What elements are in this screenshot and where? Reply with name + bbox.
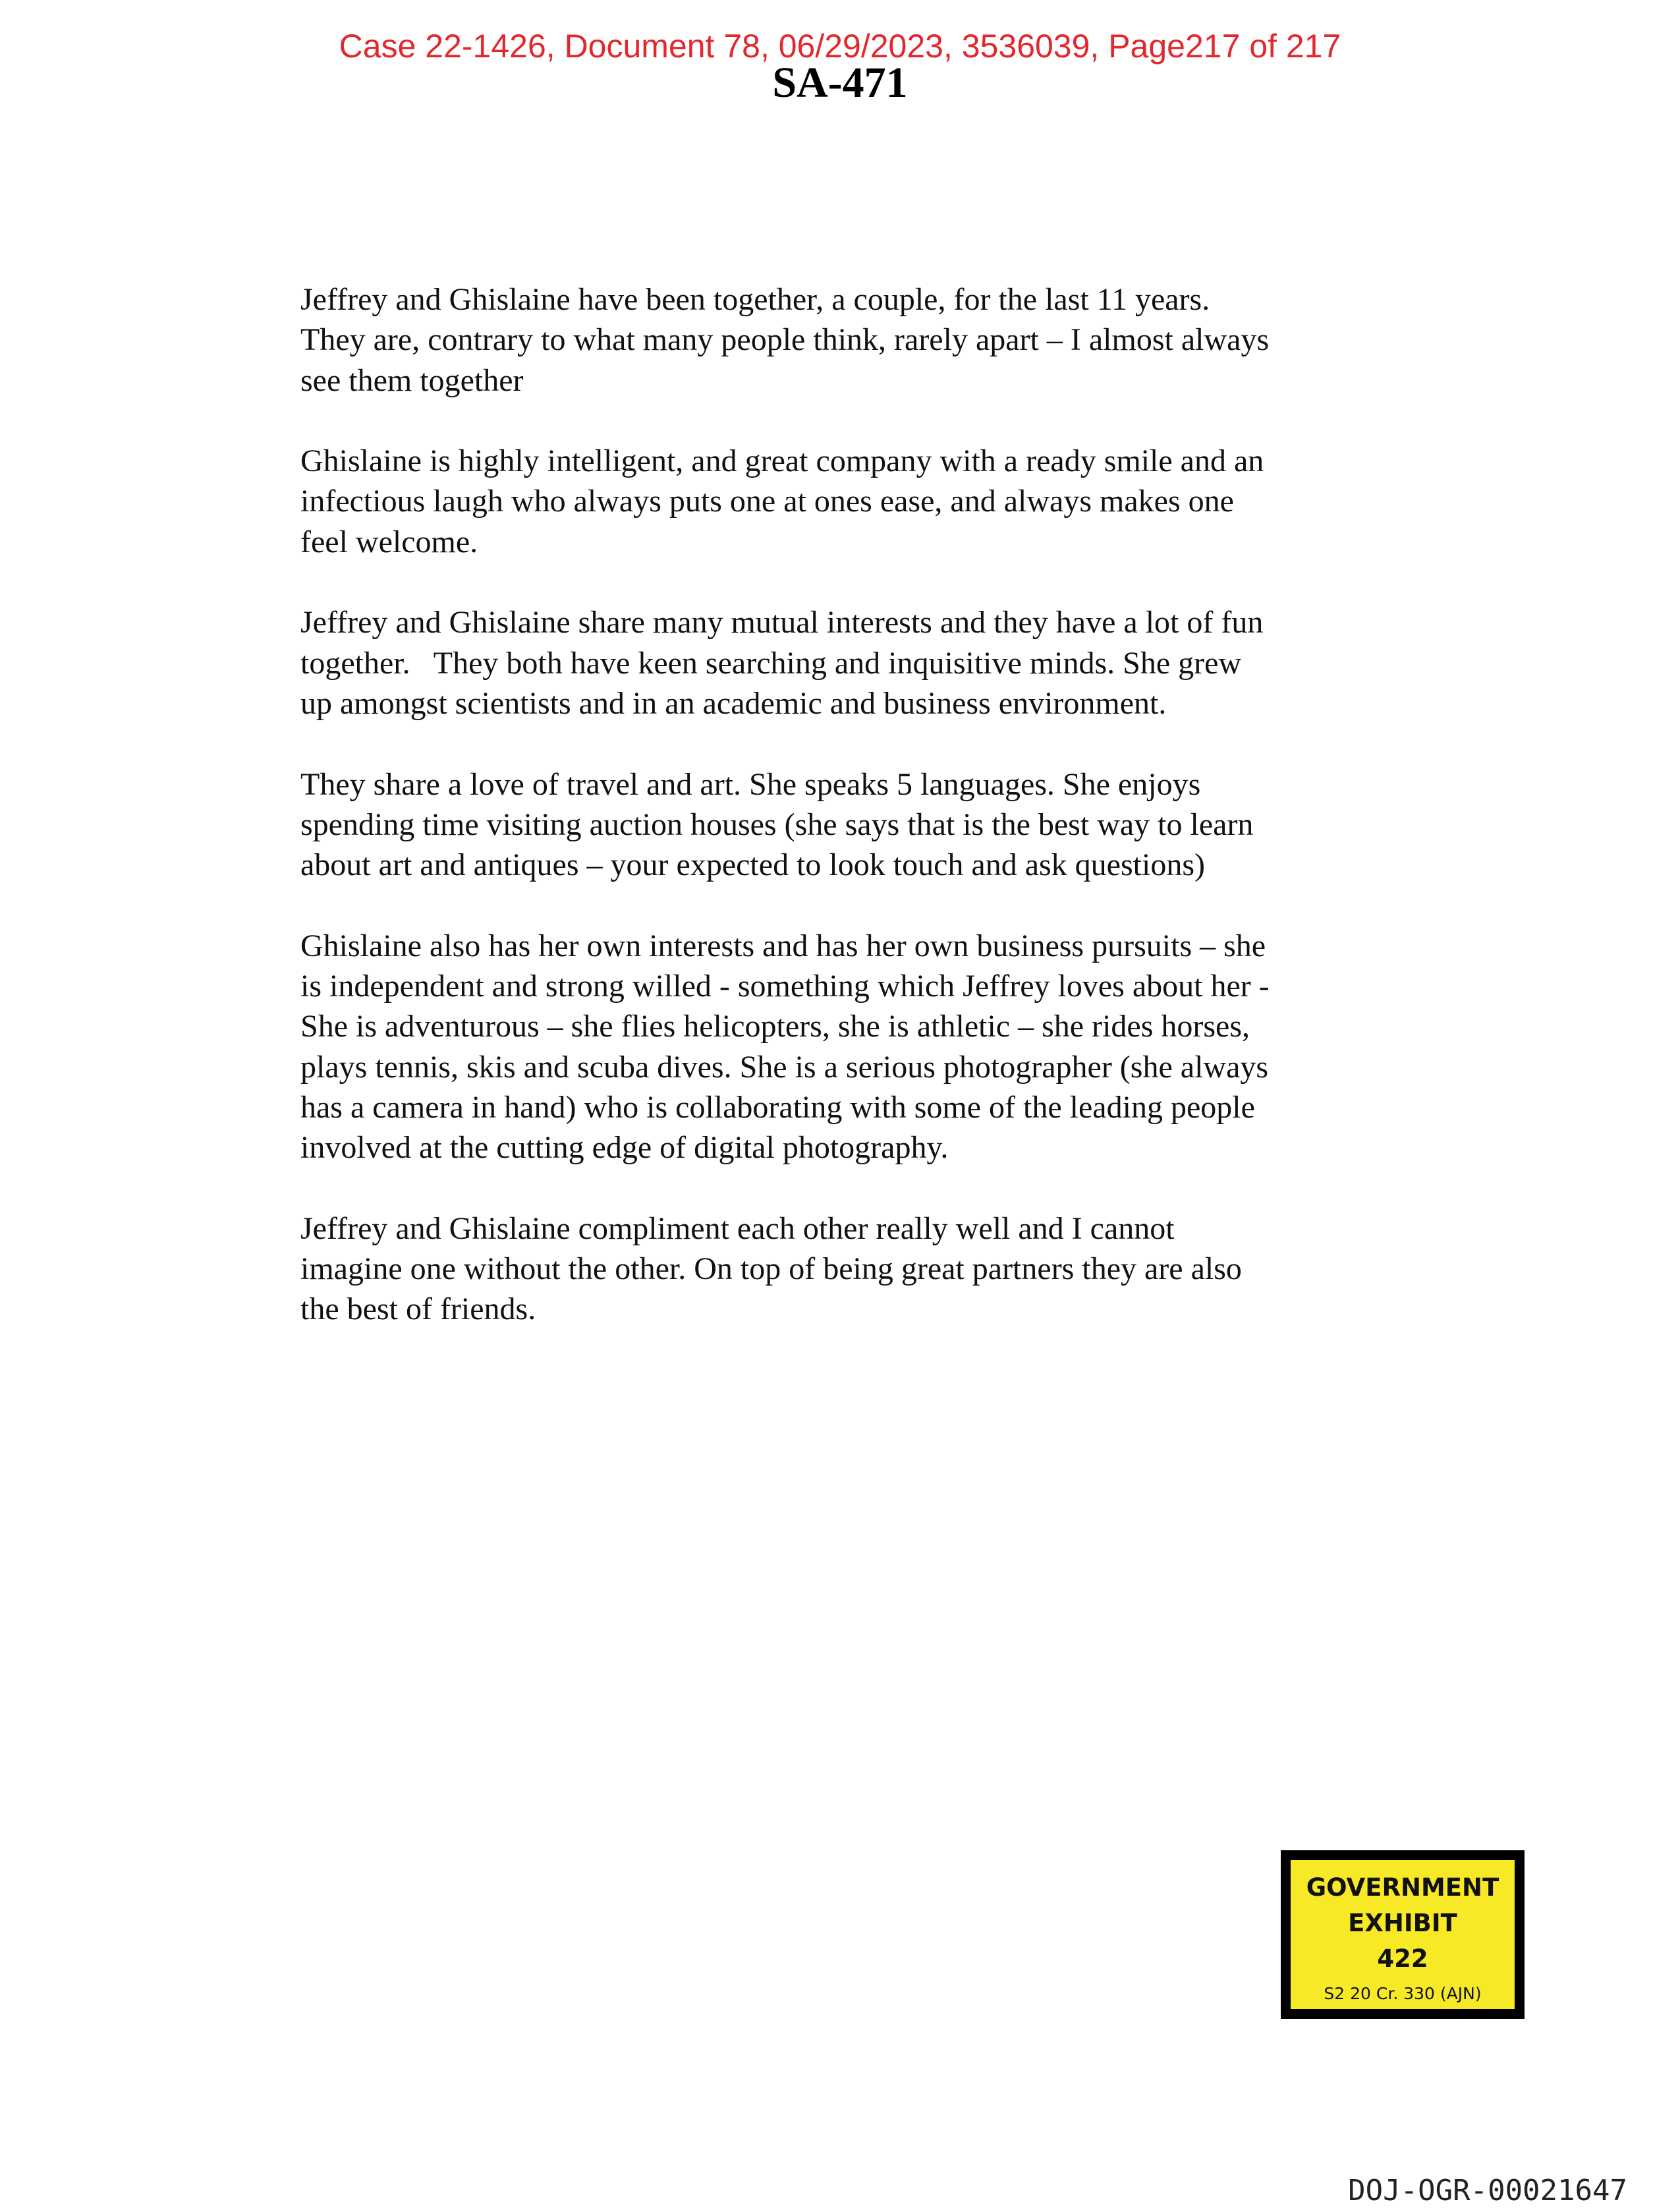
bates-number: DOJ-OGR-00021647 xyxy=(1348,2174,1627,2207)
text-line: Jeffrey and Ghislaine have been together, a couple, for the last 11 years. xyxy=(300,282,1210,317)
text-line: They are, contrary to what many people think, rarely apart – I almost always xyxy=(300,322,1270,358)
text-line: infectious laugh who always puts one at ones ease, and always makes one xyxy=(300,484,1234,519)
government-exhibit-sticker xyxy=(1281,1850,1525,2019)
text-line: She is adventurous – she flies helicopters, she is athletic – she rides horses, xyxy=(300,1009,1250,1044)
text-line: up amongst scientists and in an academic and business environment. xyxy=(300,685,1167,721)
text-line: imagine one without the other. On top of being great partners they are also xyxy=(300,1251,1242,1287)
paragraph-5 xyxy=(300,926,1420,1168)
text-line: Jeffrey and Ghislaine share many mutual interests and they have a lot of fun xyxy=(300,605,1264,640)
page-code: SA-471 xyxy=(772,59,908,107)
text-line: Jeffrey and Ghislaine compliment each other really well and I cannot xyxy=(300,1210,1175,1246)
text-line: spending time visiting auction houses (she says that is the best way to learn xyxy=(300,807,1254,842)
text-line: the best of friends. xyxy=(300,1291,536,1327)
exhibit-line-exhibit: EXHIBIT xyxy=(1348,1909,1457,1937)
text-line: involved at the cutting edge of digital photography. xyxy=(300,1130,949,1166)
text-line: together. They both have keen searching and inquisitive minds. She grew xyxy=(300,645,1242,681)
paragraph-4 xyxy=(300,764,1420,886)
text-line: Ghislaine also has her own interests and has her own business pursuits – she xyxy=(300,928,1266,963)
text-line: feel welcome. xyxy=(300,524,478,559)
exhibit-case-reference: S2 20 Cr. 330 (AJN) xyxy=(1324,1984,1482,2003)
text-line: has a camera in hand) who is collaborating with some of the leading people xyxy=(300,1089,1255,1125)
letter-body xyxy=(300,279,1420,1370)
text-line: Ghislaine is highly intelligent, and great company with a ready smile and an xyxy=(300,443,1264,479)
paragraph-2 xyxy=(300,441,1420,562)
exhibit-line-government: GOVERNMENT xyxy=(1306,1873,1499,1902)
text-line: about art and antiques – your expected to look touch and ask questions) xyxy=(300,847,1205,883)
paragraph-6 xyxy=(300,1208,1420,1330)
exhibit-number: 422 xyxy=(1377,1944,1428,1973)
paragraph-3 xyxy=(300,602,1420,723)
paragraph-1 xyxy=(300,279,1420,401)
text-line: They share a love of travel and art. She speaks 5 languages. She enjoys xyxy=(300,766,1201,802)
text-line: plays tennis, skis and scuba dives. She is a serious photographer (she always xyxy=(300,1049,1269,1085)
text-line: is independent and strong willed - something which Jeffrey loves about her - xyxy=(300,969,1270,1004)
text-line: see them together xyxy=(300,362,524,398)
case-header: Case 22-1426, Document 78, 06/29/2023, 3536039, Page217 of 217 xyxy=(339,28,1341,65)
